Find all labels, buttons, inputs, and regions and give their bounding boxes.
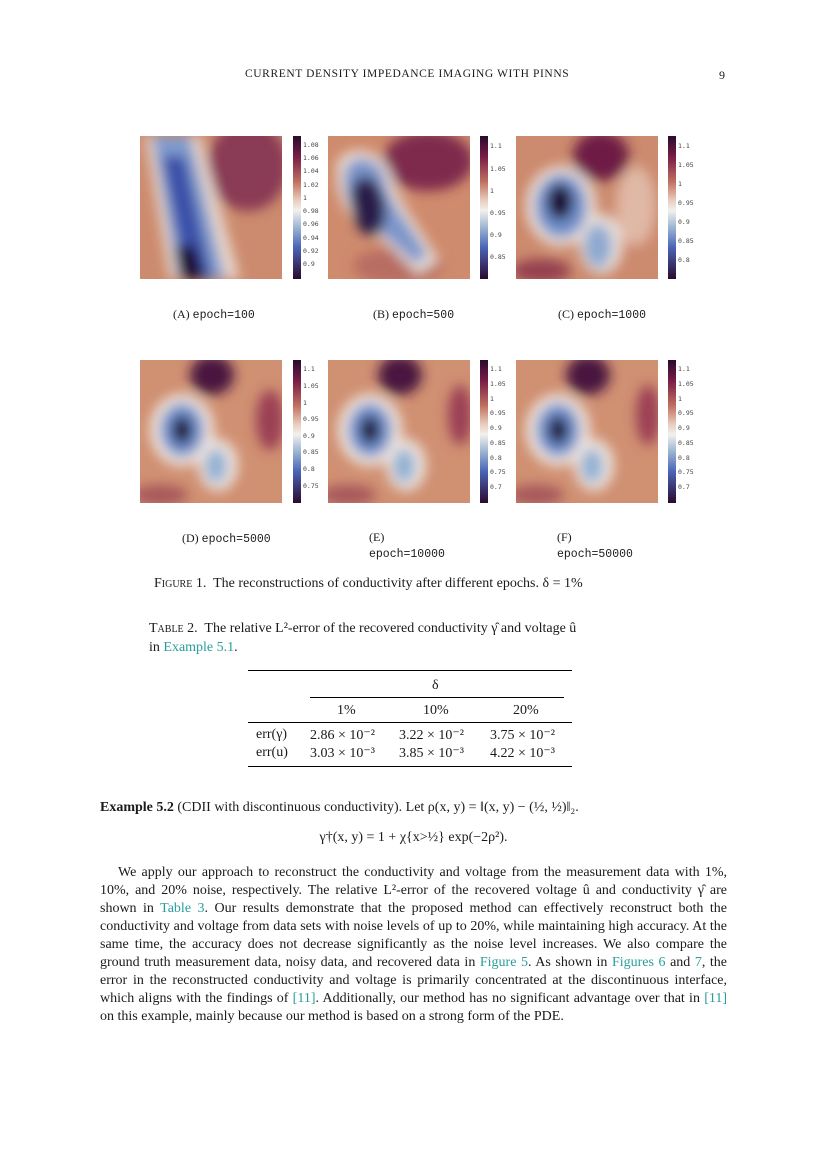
paragraph-text: We apply our approach to reconstruct the conductivity and voltage from the measurement data with 1%, 10%, and 20% noise, respectively. The relative L²-error of the recovered voltage û and conductivity γ̂ are shown in [100, 865, 727, 916]
table-cell: 3.22 × 10⁻² [399, 728, 464, 743]
colorbar-tick-label: 0.8 [678, 255, 690, 264]
colorbar-tick-label: 0.7 [678, 483, 690, 492]
colorbar-tick-label: 0.95 [303, 415, 319, 424]
heatmap-epoch-5000 [140, 360, 282, 503]
paragraph-text: . As shown in [527, 955, 612, 970]
colorbar-tick-label: 0.85 [490, 438, 506, 447]
colorbar-tick-label: 0.75 [678, 468, 694, 477]
col-header-3: 20% [513, 703, 539, 718]
heatmap-epoch-1000 [516, 136, 658, 279]
subcaption-b: (B) epoch=500 [373, 307, 455, 322]
colorbar-tick-label: 1.05 [678, 379, 694, 388]
colorbar-tick-label: 0.7 [490, 483, 502, 492]
colorbar-tick-label: 0.75 [303, 481, 319, 490]
colorbar-epoch-1000 [668, 136, 676, 279]
colorbar-epoch-100 [293, 136, 301, 279]
paragraph-text: . Our results demonstrate that the proposed method can effectively reconstruct both the conductivity and voltage from data sets with noise levels of up to 20%, while maintaining high accuracy. At the same time, the accuracy does not decrease significantly as the noise level increases. We also compare the ground truth measurement data, noisy data, and recovered data in [100, 901, 727, 970]
col-header-1: 1% [337, 703, 356, 718]
colorbar-tick-label: 1 [490, 394, 494, 403]
mid-rule [248, 722, 572, 723]
subcaption-a: (A) epoch=100 [173, 307, 255, 322]
colorbar-epoch-500 [480, 136, 488, 279]
reference-link[interactable]: Figures 6 [611, 955, 666, 970]
colorbar-tick-label: 0.95 [678, 409, 694, 418]
table-cell: 3.03 × 10⁻³ [310, 746, 375, 761]
colorbar-tick-label: 0.9 [490, 424, 502, 433]
colorbar-tick-label: 0.98 [303, 207, 319, 216]
table-cell: 2.86 × 10⁻² [310, 728, 375, 743]
reference-link[interactable]: [11] [292, 991, 316, 1006]
colorbar-epoch-10000 [480, 360, 488, 503]
example-subtitle: (CDII with discontinuous conductivity). [177, 800, 403, 815]
table-cell: 3.75 × 10⁻² [490, 728, 555, 743]
paragraph-text: and [665, 955, 695, 970]
heatmap-epoch-500 [328, 136, 470, 279]
colorbar-tick-label: 0.8 [490, 453, 502, 462]
paragraph-text: , the error in the reconstructed conductivity and voltage is primarily concentrated at the discontinuous interface, which aligns with the findings of [100, 955, 728, 1006]
example-title: Example 5.2 [100, 800, 174, 815]
colorbar-tick-label: 1.1 [678, 364, 690, 373]
colorbar-epoch-50000 [668, 360, 676, 503]
colorbar-tick-label: 0.9 [490, 231, 502, 240]
colorbar-tick-label: 1.05 [490, 379, 506, 388]
colorbar-tick-label: 1.1 [678, 141, 690, 150]
figure-caption: Figure 1. The reconstructions of conductivity after different epochs. δ = 1% [154, 576, 583, 591]
colorbar-tick-label: 1 [490, 186, 494, 195]
colorbar-tick-label: 0.85 [303, 448, 319, 457]
colorbar-tick-label: 0.95 [678, 198, 694, 207]
colorbar-tick-label: 1 [303, 193, 307, 202]
colorbar-tick-label: 1.04 [303, 167, 319, 176]
colorbar-tick-label: 0.85 [678, 438, 694, 447]
example-definition: Let ρ(x, y) = ‖(x, y) − (½, ½)‖₂. [405, 800, 579, 815]
table-caption: Table 2. The relative L²-error of the recovered conductivity γ̂ and voltage û in Example 5.1. [149, 621, 577, 655]
colorbar-tick-label: 0.9 [303, 260, 315, 269]
group-rule [310, 697, 564, 698]
running-title: CURRENT DENSITY IMPEDANCE IMAGING WITH PINNS [245, 68, 570, 80]
example-equation: γ†(x, y) = 1 + χ{x>½} exp(−2ρ²). [319, 830, 508, 845]
paragraph-text: . Additionally, our method has no significant advantage over that in [315, 991, 705, 1006]
heatmap-epoch-50000 [516, 360, 658, 503]
colorbar-tick-label: 0.9 [303, 431, 315, 440]
colorbar-tick-label: 0.8 [678, 453, 690, 462]
subcaption-f: (F) epoch=50000 [557, 530, 633, 561]
example-heading [100, 799, 727, 817]
colorbar-tick-label: 1.1 [490, 142, 502, 151]
colorbar-tick-label: 1.08 [303, 140, 319, 149]
subcaption-c: (C) epoch=1000 [558, 307, 647, 322]
colorbar-tick-label: 1.1 [303, 365, 315, 374]
colorbar-tick-label: 0.94 [303, 233, 319, 242]
colorbar-ticks-c [678, 136, 708, 279]
colorbar-tick-label: 1.05 [678, 160, 694, 169]
colorbar-tick-label: 0.75 [490, 468, 506, 477]
colorbar-tick-label: 1.02 [303, 180, 319, 189]
colorbar-tick-label: 1.05 [303, 381, 319, 390]
reference-link[interactable]: Table 3 [160, 901, 205, 916]
reference-link[interactable]: 7 [694, 955, 702, 970]
colorbar-tick-label: 0.9 [678, 217, 690, 226]
body-paragraph [100, 864, 727, 1026]
colorbar-ticks-f [678, 360, 708, 503]
colorbar-tick-label: 1.1 [490, 364, 502, 373]
colorbar-tick-label: 0.8 [303, 465, 315, 474]
colorbar-tick-label: 0.95 [490, 409, 506, 418]
table-cell: 4.22 × 10⁻³ [490, 746, 555, 761]
subcaption-e: (E) epoch=10000 [369, 530, 445, 561]
paragraph-text: on this example, mainly because our method is based on a strong form of the PDE. [100, 1009, 564, 1024]
colorbar-tick-label: 1 [678, 394, 682, 403]
row-label: err(γ) [256, 727, 288, 742]
group-header-delta: δ [432, 678, 439, 693]
bottom-rule [248, 766, 572, 767]
example-5-1-link[interactable]: Example 5.1 [163, 640, 235, 655]
colorbar-tick-label: 1 [303, 398, 307, 407]
colorbar-tick-label: 0.92 [303, 247, 319, 256]
top-rule [248, 670, 572, 671]
colorbar-tick-label: 1.06 [303, 153, 319, 162]
colorbar-tick-label: 0.85 [678, 236, 694, 245]
row-label: err(u) [256, 745, 288, 760]
col-header-2: 10% [423, 703, 449, 718]
reference-link[interactable]: Figure 5 [479, 955, 528, 970]
error-table [248, 670, 572, 770]
table-cell: 3.85 × 10⁻³ [399, 746, 464, 761]
heatmap-epoch-100 [140, 136, 282, 279]
colorbar-tick-label: 0.9 [678, 424, 690, 433]
reference-link[interactable]: [11] [704, 991, 727, 1006]
colorbar-tick-label: 0.85 [490, 253, 506, 262]
colorbar-tick-label: 1 [678, 179, 682, 188]
colorbar-epoch-5000 [293, 360, 301, 503]
colorbar-tick-label: 1.05 [490, 164, 506, 173]
colorbar-tick-label: 0.96 [303, 220, 319, 229]
subcaption-d: (D) epoch=5000 [182, 531, 271, 546]
page-number: 9 [719, 68, 726, 82]
heatmap-epoch-10000 [328, 360, 470, 503]
colorbar-tick-label: 0.95 [490, 208, 506, 217]
